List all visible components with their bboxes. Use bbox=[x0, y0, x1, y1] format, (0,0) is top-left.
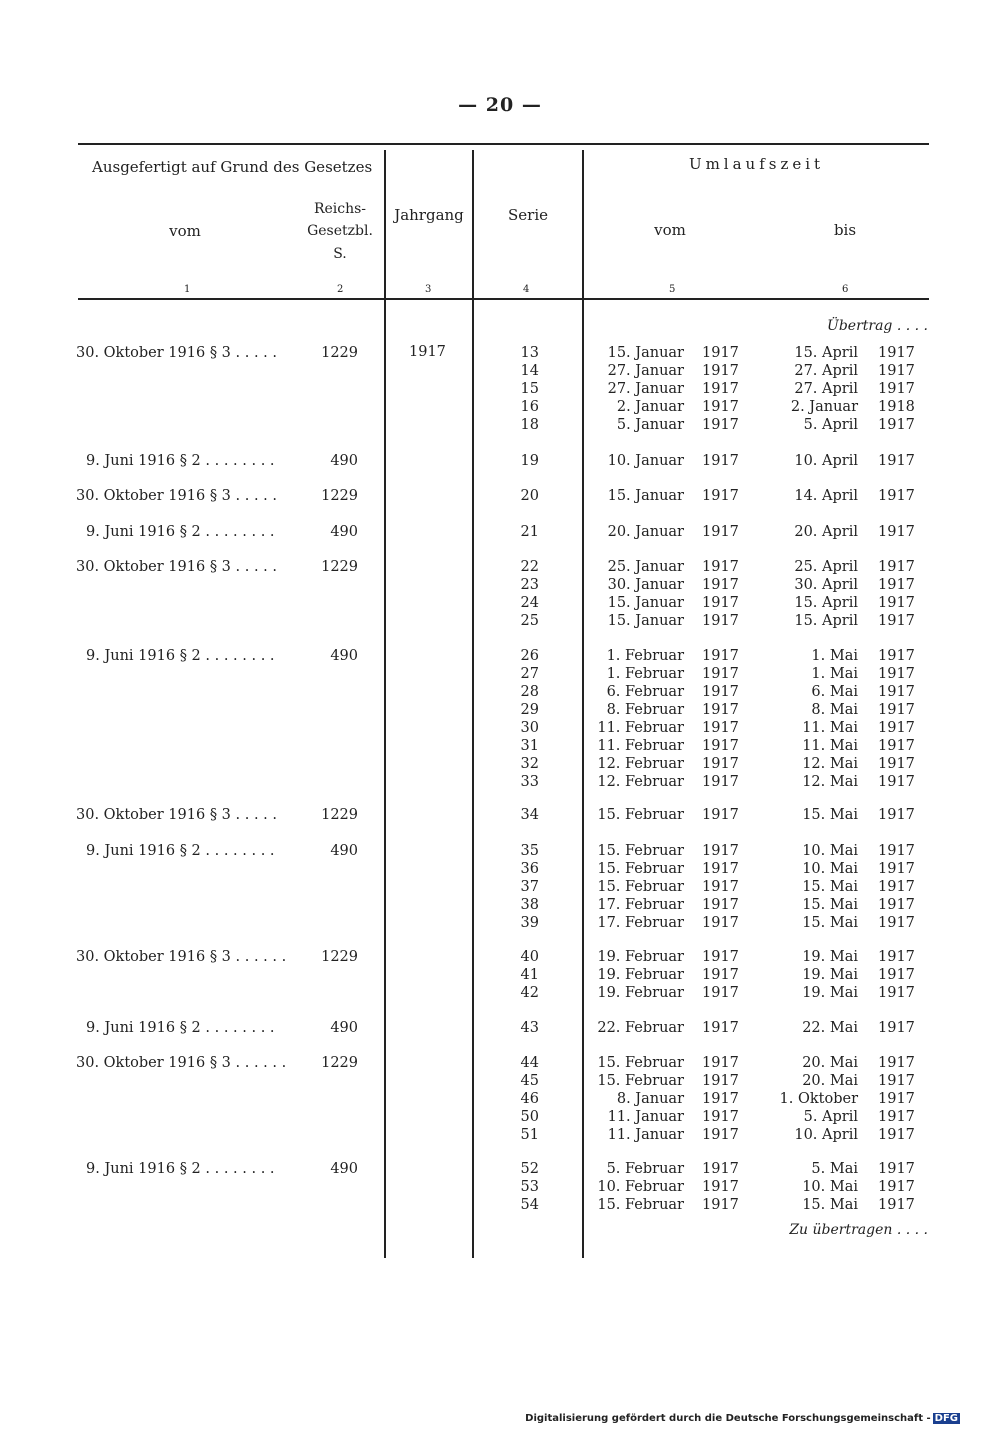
table-row bbox=[0, 594, 1000, 612]
row-to-year: 1917 bbox=[878, 417, 915, 433]
table-row bbox=[0, 362, 1000, 380]
row-law: 9. Juni 1916 § 2 . . . . . . . . bbox=[86, 453, 275, 469]
row-from-year: 1917 bbox=[702, 861, 739, 877]
row-from-year: 1917 bbox=[702, 666, 739, 682]
row-from-year: 1917 bbox=[702, 595, 739, 611]
row-to-date: 8. Mai bbox=[811, 702, 858, 718]
table-row bbox=[0, 380, 1000, 398]
row-from-year: 1917 bbox=[702, 417, 739, 433]
header-col-serie: Serie bbox=[508, 206, 548, 224]
row-to-year: 1917 bbox=[878, 756, 915, 772]
row-to-year: 1917 bbox=[878, 381, 915, 397]
row-to-date: 15. Mai bbox=[802, 915, 858, 931]
row-to-year: 1917 bbox=[878, 1091, 915, 1107]
row-reichsgesetzblatt-page: 1229 bbox=[321, 949, 358, 965]
row-from-date: 15. Januar bbox=[607, 613, 684, 629]
row-reichsgesetzblatt-page: 490 bbox=[330, 1161, 358, 1177]
table-row bbox=[0, 755, 1000, 773]
row-to-year: 1917 bbox=[878, 967, 915, 983]
row-serie: 36 bbox=[520, 861, 539, 877]
row-from-year: 1917 bbox=[702, 577, 739, 593]
row-to-date: 10. April bbox=[794, 453, 858, 469]
table-row bbox=[0, 612, 1000, 630]
row-from-year: 1917 bbox=[702, 559, 739, 575]
table-row bbox=[0, 737, 1000, 755]
row-to-year: 1917 bbox=[878, 666, 915, 682]
row-from-year: 1917 bbox=[702, 1197, 739, 1213]
row-to-date: 20. Mai bbox=[802, 1055, 858, 1071]
row-serie: 40 bbox=[520, 949, 539, 965]
row-from-date: 8. Februar bbox=[606, 702, 684, 718]
table-row bbox=[0, 1072, 1000, 1090]
row-from-date: 11. Januar bbox=[607, 1109, 684, 1125]
row-serie: 14 bbox=[520, 363, 539, 379]
row-from-date: 11. Januar bbox=[607, 1127, 684, 1143]
row-from-year: 1917 bbox=[702, 949, 739, 965]
table-row bbox=[0, 1054, 1000, 1072]
row-from-year: 1917 bbox=[702, 648, 739, 664]
row-to-date: 12. Mai bbox=[802, 774, 858, 790]
row-from-date: 10. Januar bbox=[607, 453, 684, 469]
row-from-date: 12. Februar bbox=[597, 774, 684, 790]
row-reichsgesetzblatt-page: 490 bbox=[330, 453, 358, 469]
row-from-date: 22. Februar bbox=[597, 1020, 684, 1036]
row-serie: 54 bbox=[520, 1197, 539, 1213]
row-from-date: 15. Februar bbox=[597, 1073, 684, 1089]
row-from-date: 8. Januar bbox=[616, 1091, 684, 1107]
table-row bbox=[0, 719, 1000, 737]
row-to-year: 1917 bbox=[878, 363, 915, 379]
row-serie: 21 bbox=[520, 524, 539, 540]
row-serie: 27 bbox=[520, 666, 539, 682]
row-from-date: 5. Februar bbox=[606, 1161, 684, 1177]
row-to-year: 1917 bbox=[878, 1055, 915, 1071]
row-to-year: 1917 bbox=[878, 453, 915, 469]
row-from-year: 1917 bbox=[702, 524, 739, 540]
row-law: 9. Juni 1916 § 2 . . . . . . . . bbox=[86, 843, 275, 859]
row-serie: 52 bbox=[520, 1161, 539, 1177]
row-law: 30. Oktober 1916 § 3 . . . . . bbox=[76, 488, 277, 504]
row-to-date: 20. Mai bbox=[802, 1073, 858, 1089]
row-reichsgesetzblatt-page: 1229 bbox=[321, 1055, 358, 1071]
row-from-year: 1917 bbox=[702, 1091, 739, 1107]
row-serie: 43 bbox=[520, 1020, 539, 1036]
header-col-jahrgang: Jahrgang bbox=[394, 206, 464, 224]
row-serie: 23 bbox=[520, 577, 539, 593]
row-from-date: 17. Februar bbox=[597, 915, 684, 931]
header-group-umlaufszeit: Umlaufszeit bbox=[688, 155, 825, 173]
table-row bbox=[0, 683, 1000, 701]
row-from-date: 15. Februar bbox=[597, 861, 684, 877]
row-to-date: 1. Mai bbox=[811, 666, 858, 682]
row-to-year: 1917 bbox=[878, 684, 915, 700]
row-serie: 30 bbox=[520, 720, 539, 736]
row-to-year: 1917 bbox=[878, 985, 915, 1001]
row-serie: 19 bbox=[520, 453, 539, 469]
row-from-date: 12. Februar bbox=[597, 756, 684, 772]
row-to-year: 1917 bbox=[878, 879, 915, 895]
header-col-reichsgesetzblatt-line1: Reichs- bbox=[313, 201, 367, 217]
table-row bbox=[0, 806, 1000, 824]
row-law: 9. Juni 1916 § 2 . . . . . . . . bbox=[86, 524, 275, 540]
table-row bbox=[0, 1090, 1000, 1108]
row-to-year: 1917 bbox=[878, 345, 915, 361]
table-row bbox=[0, 1178, 1000, 1196]
row-to-year: 1917 bbox=[878, 559, 915, 575]
table-row bbox=[0, 398, 1000, 416]
row-to-year: 1917 bbox=[878, 702, 915, 718]
row-serie: 26 bbox=[520, 648, 539, 664]
table-row bbox=[0, 416, 1000, 434]
table-row bbox=[0, 948, 1000, 966]
row-from-year: 1917 bbox=[702, 967, 739, 983]
column-number-1: 1 bbox=[184, 284, 191, 295]
row-from-year: 1917 bbox=[702, 985, 739, 1001]
row-from-date: 25. Januar bbox=[607, 559, 684, 575]
row-from-year: 1917 bbox=[702, 684, 739, 700]
row-to-date: 1. Oktober bbox=[779, 1091, 858, 1107]
row-to-year: 1917 bbox=[878, 1073, 915, 1089]
row-serie: 46 bbox=[520, 1091, 539, 1107]
row-from-year: 1917 bbox=[702, 613, 739, 629]
row-from-year: 1917 bbox=[702, 807, 739, 823]
row-law: 30. Oktober 1916 § 3 . . . . . . bbox=[76, 949, 287, 965]
row-to-year: 1917 bbox=[878, 843, 915, 859]
row-from-year: 1917 bbox=[702, 879, 739, 895]
row-from-year: 1917 bbox=[702, 843, 739, 859]
row-to-date: 15. April bbox=[794, 345, 858, 361]
carry-out-label: Zu übertragen . . . . bbox=[789, 1222, 928, 1238]
row-to-year: 1917 bbox=[878, 1127, 915, 1143]
row-to-year: 1917 bbox=[878, 1020, 915, 1036]
table-row bbox=[0, 1160, 1000, 1178]
row-from-date: 11. Februar bbox=[597, 738, 684, 754]
row-serie: 29 bbox=[520, 702, 539, 718]
row-from-year: 1917 bbox=[702, 363, 739, 379]
row-to-date: 10. Mai bbox=[802, 861, 858, 877]
column-number-2: 2 bbox=[337, 284, 344, 295]
row-law: 30. Oktober 1916 § 3 . . . . . . bbox=[76, 1055, 287, 1071]
row-to-date: 15. April bbox=[794, 595, 858, 611]
row-to-date: 1. Mai bbox=[811, 648, 858, 664]
row-to-year: 1917 bbox=[878, 861, 915, 877]
row-serie: 34 bbox=[520, 807, 539, 823]
row-to-year: 1917 bbox=[878, 897, 915, 913]
row-from-date: 5. Januar bbox=[616, 417, 684, 433]
row-serie: 20 bbox=[520, 488, 539, 504]
row-from-date: 20. Januar bbox=[607, 524, 684, 540]
column-number-3: 3 bbox=[425, 284, 432, 295]
row-from-year: 1917 bbox=[702, 381, 739, 397]
row-law: 30. Oktober 1916 § 3 . . . . . bbox=[76, 807, 277, 823]
row-from-year: 1917 bbox=[702, 488, 739, 504]
row-reichsgesetzblatt-page: 1229 bbox=[321, 345, 358, 361]
carry-in-label: Übertrag . . . . bbox=[827, 318, 928, 334]
row-from-year: 1917 bbox=[702, 1055, 739, 1071]
row-to-date: 25. April bbox=[794, 559, 858, 575]
row-to-year: 1917 bbox=[878, 720, 915, 736]
row-serie: 16 bbox=[520, 399, 539, 415]
header-col-reichsgesetzblatt-line3: S. bbox=[333, 246, 347, 262]
row-from-date: 15. Januar bbox=[607, 345, 684, 361]
row-serie: 22 bbox=[520, 559, 539, 575]
header-col-reichsgesetzblatt-line2: Gesetzbl. bbox=[307, 223, 373, 239]
table-row bbox=[0, 773, 1000, 791]
row-to-year: 1917 bbox=[878, 774, 915, 790]
row-to-year: 1917 bbox=[878, 807, 915, 823]
column-number-6: 6 bbox=[842, 284, 849, 295]
row-from-date: 6. Februar bbox=[606, 684, 684, 700]
header-group-title: Ausgefertigt auf Grund des Gesetzes bbox=[92, 158, 373, 176]
row-to-date: 12. Mai bbox=[802, 756, 858, 772]
row-from-date: 15. Januar bbox=[607, 595, 684, 611]
table-row bbox=[0, 487, 1000, 505]
row-to-date: 11. Mai bbox=[802, 720, 858, 736]
row-from-year: 1917 bbox=[702, 738, 739, 754]
row-from-year: 1917 bbox=[702, 756, 739, 772]
row-to-date: 5. April bbox=[803, 417, 858, 433]
row-to-date: 10. Mai bbox=[802, 843, 858, 859]
row-to-date: 15. April bbox=[794, 613, 858, 629]
row-serie: 45 bbox=[520, 1073, 539, 1089]
row-serie: 41 bbox=[520, 967, 539, 983]
row-from-year: 1917 bbox=[702, 453, 739, 469]
row-from-year: 1917 bbox=[702, 1109, 739, 1125]
row-reichsgesetzblatt-page: 490 bbox=[330, 524, 358, 540]
row-from-year: 1917 bbox=[702, 399, 739, 415]
row-to-year: 1917 bbox=[878, 595, 915, 611]
row-serie: 35 bbox=[520, 843, 539, 859]
row-to-date: 5. Mai bbox=[811, 1161, 858, 1177]
row-from-year: 1917 bbox=[702, 1127, 739, 1143]
row-from-date: 1. Februar bbox=[606, 648, 684, 664]
row-to-date: 6. Mai bbox=[811, 684, 858, 700]
row-to-year: 1918 bbox=[878, 399, 915, 415]
row-reichsgesetzblatt-page: 490 bbox=[330, 843, 358, 859]
table-row bbox=[0, 647, 1000, 665]
row-reichsgesetzblatt-page: 1229 bbox=[321, 488, 358, 504]
row-serie: 51 bbox=[520, 1127, 539, 1143]
table-row bbox=[0, 558, 1000, 576]
row-reichsgesetzblatt-page: 490 bbox=[330, 648, 358, 664]
row-to-year: 1917 bbox=[878, 1197, 915, 1213]
row-from-year: 1917 bbox=[702, 897, 739, 913]
row-to-date: 20. April bbox=[794, 524, 858, 540]
row-from-date: 1. Februar bbox=[606, 666, 684, 682]
row-from-date: 15. Februar bbox=[597, 879, 684, 895]
row-from-year: 1917 bbox=[702, 774, 739, 790]
table-row bbox=[0, 914, 1000, 932]
row-from-year: 1917 bbox=[702, 1161, 739, 1177]
row-to-year: 1917 bbox=[878, 738, 915, 754]
table-row bbox=[0, 1019, 1000, 1037]
row-to-date: 15. Mai bbox=[802, 1197, 858, 1213]
row-serie: 39 bbox=[520, 915, 539, 931]
row-from-date: 15. Februar bbox=[597, 1055, 684, 1071]
row-to-date: 19. Mai bbox=[802, 967, 858, 983]
row-to-year: 1917 bbox=[878, 613, 915, 629]
row-serie: 37 bbox=[520, 879, 539, 895]
row-to-year: 1917 bbox=[878, 1161, 915, 1177]
row-serie: 53 bbox=[520, 1179, 539, 1195]
row-to-date: 19. Mai bbox=[802, 985, 858, 1001]
table-row bbox=[0, 665, 1000, 683]
row-serie: 42 bbox=[520, 985, 539, 1001]
row-to-year: 1917 bbox=[878, 577, 915, 593]
row-to-year: 1917 bbox=[878, 524, 915, 540]
row-from-year: 1917 bbox=[702, 1020, 739, 1036]
row-from-date: 15. Februar bbox=[597, 807, 684, 823]
row-law: 30. Oktober 1916 § 3 . . . . . bbox=[76, 345, 277, 361]
row-from-date: 19. Februar bbox=[597, 985, 684, 1001]
footer-credit bbox=[525, 1413, 960, 1424]
row-to-date: 10. Mai bbox=[802, 1179, 858, 1195]
header-col-umlauf-bis: bis bbox=[833, 221, 857, 239]
row-serie: 25 bbox=[520, 613, 539, 629]
row-to-year: 1917 bbox=[878, 488, 915, 504]
row-from-date: 19. Februar bbox=[597, 967, 684, 983]
row-to-date: 22. Mai bbox=[802, 1020, 858, 1036]
row-from-year: 1917 bbox=[702, 1179, 739, 1195]
row-serie: 32 bbox=[520, 756, 539, 772]
row-serie: 50 bbox=[520, 1109, 539, 1125]
row-reichsgesetzblatt-page: 490 bbox=[330, 1020, 358, 1036]
row-from-date: 27. Januar bbox=[607, 363, 684, 379]
row-to-date: 15. Mai bbox=[802, 897, 858, 913]
row-to-date: 11. Mai bbox=[802, 738, 858, 754]
footer-text: Digitalisierung gefördert durch die Deutsche Forschungsgemeinschaft - bbox=[525, 1413, 931, 1424]
dfg-logo: DFG bbox=[934, 1413, 958, 1424]
row-law: 9. Juni 1916 § 2 . . . . . . . . bbox=[86, 1020, 275, 1036]
table-row bbox=[0, 576, 1000, 594]
table-row bbox=[0, 344, 1000, 362]
table-row bbox=[0, 984, 1000, 1002]
table-row bbox=[0, 1108, 1000, 1126]
row-to-year: 1917 bbox=[878, 1109, 915, 1125]
row-from-year: 1917 bbox=[702, 702, 739, 718]
row-from-date: 15. Februar bbox=[597, 843, 684, 859]
row-to-year: 1917 bbox=[878, 915, 915, 931]
row-to-year: 1917 bbox=[878, 1179, 915, 1195]
row-to-date: 5. April bbox=[803, 1109, 858, 1125]
jahrgang-value: 1917 bbox=[409, 344, 446, 360]
row-to-date: 15. Mai bbox=[802, 879, 858, 895]
row-from-date: 15. Februar bbox=[597, 1197, 684, 1213]
header-bottom-rule bbox=[78, 298, 929, 300]
row-law: 30. Oktober 1916 § 3 . . . . . bbox=[76, 559, 277, 575]
table-row bbox=[0, 842, 1000, 860]
row-serie: 28 bbox=[520, 684, 539, 700]
row-to-date: 10. April bbox=[794, 1127, 858, 1143]
row-to-date: 27. April bbox=[794, 381, 858, 397]
table-row bbox=[0, 1196, 1000, 1214]
row-to-year: 1917 bbox=[878, 949, 915, 965]
table-row bbox=[0, 878, 1000, 896]
row-to-date: 2. Januar bbox=[790, 399, 858, 415]
row-serie: 24 bbox=[520, 595, 539, 611]
table-row bbox=[0, 701, 1000, 719]
row-from-date: 15. Januar bbox=[607, 488, 684, 504]
header-col-vom: vom bbox=[169, 222, 201, 240]
row-from-date: 27. Januar bbox=[607, 381, 684, 397]
row-from-date: 17. Februar bbox=[597, 897, 684, 913]
column-number-5: 5 bbox=[669, 284, 676, 295]
row-serie: 15 bbox=[520, 381, 539, 397]
row-to-year: 1917 bbox=[878, 648, 915, 664]
row-serie: 18 bbox=[520, 417, 539, 433]
row-reichsgesetzblatt-page: 1229 bbox=[321, 807, 358, 823]
row-from-year: 1917 bbox=[702, 1073, 739, 1089]
table-row bbox=[0, 966, 1000, 984]
row-from-date: 10. Februar bbox=[597, 1179, 684, 1195]
page-number: — 20 — bbox=[458, 94, 542, 116]
row-serie: 38 bbox=[520, 897, 539, 913]
row-from-date: 2. Januar bbox=[616, 399, 684, 415]
row-to-date: 30. April bbox=[794, 577, 858, 593]
row-reichsgesetzblatt-page: 1229 bbox=[321, 559, 358, 575]
table-row bbox=[0, 1126, 1000, 1144]
row-serie: 44 bbox=[520, 1055, 539, 1071]
column-number-4: 4 bbox=[523, 284, 530, 295]
table-row bbox=[0, 860, 1000, 878]
row-serie: 31 bbox=[520, 738, 539, 754]
table-top-rule bbox=[78, 143, 929, 145]
row-from-date: 19. Februar bbox=[597, 949, 684, 965]
row-from-year: 1917 bbox=[702, 720, 739, 736]
row-to-date: 15. Mai bbox=[802, 807, 858, 823]
table-row bbox=[0, 452, 1000, 470]
row-serie: 33 bbox=[520, 774, 539, 790]
table-row bbox=[0, 523, 1000, 541]
row-law: 9. Juni 1916 § 2 . . . . . . . . bbox=[86, 648, 275, 664]
row-serie: 13 bbox=[520, 345, 539, 361]
row-from-year: 1917 bbox=[702, 915, 739, 931]
row-to-date: 27. April bbox=[794, 363, 858, 379]
row-to-date: 19. Mai bbox=[802, 949, 858, 965]
row-to-date: 14. April bbox=[794, 488, 858, 504]
header-col-umlauf-vom: vom bbox=[654, 221, 686, 239]
row-law: 9. Juni 1916 § 2 . . . . . . . . bbox=[86, 1161, 275, 1177]
row-from-date: 11. Februar bbox=[597, 720, 684, 736]
row-from-year: 1917 bbox=[702, 345, 739, 361]
row-from-date: 30. Januar bbox=[607, 577, 684, 593]
table-row bbox=[0, 896, 1000, 914]
